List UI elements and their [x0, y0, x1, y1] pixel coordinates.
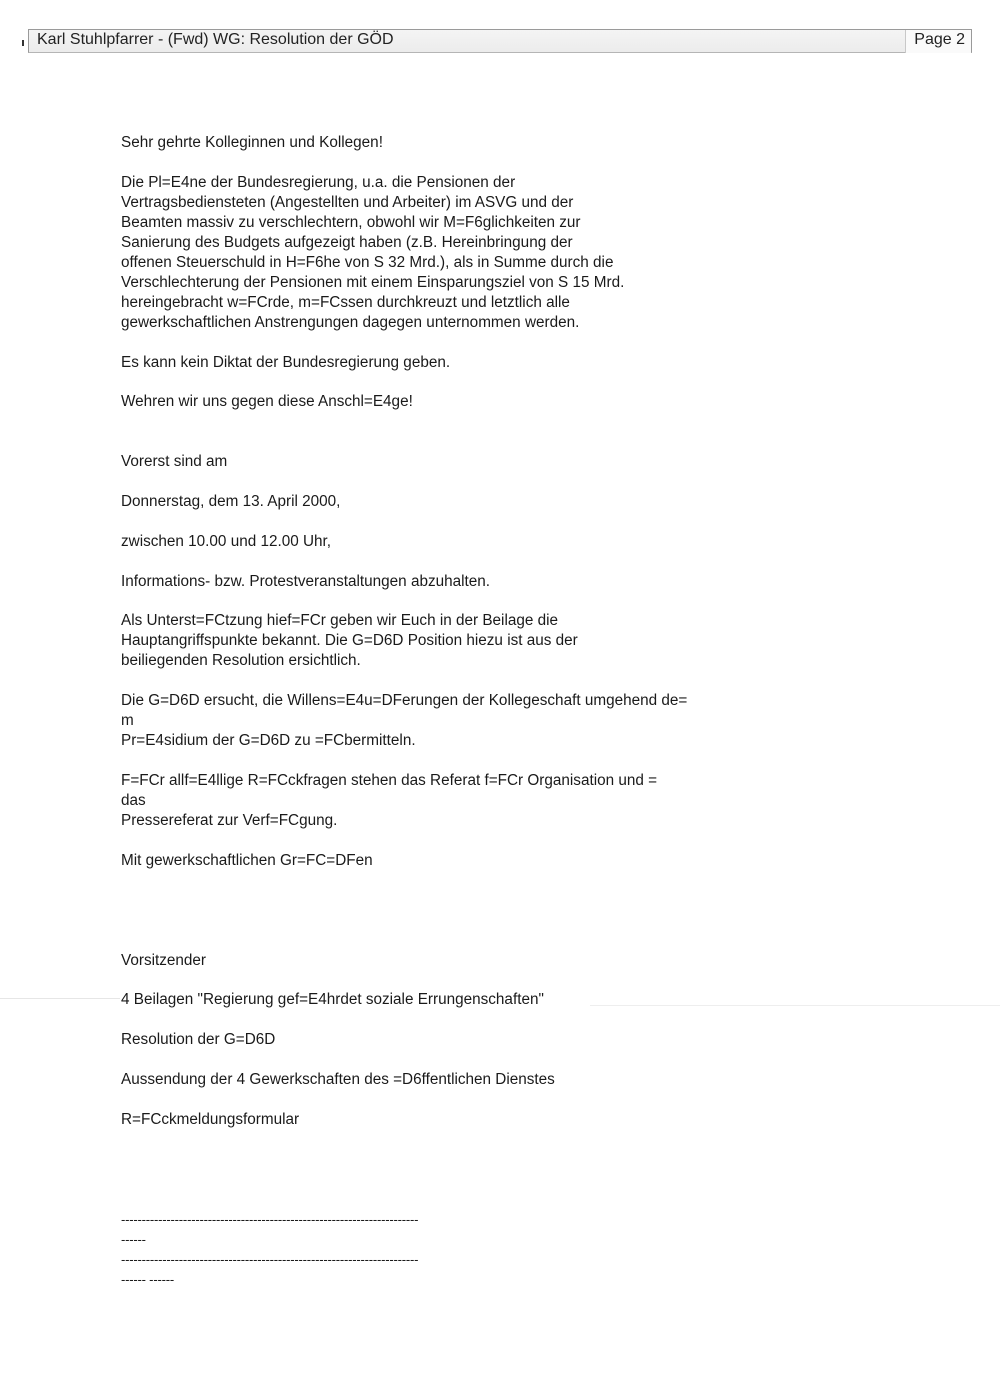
attachment-item: R=FCckmeldungsformular: [121, 1110, 300, 1128]
email-body: [121, 133, 761, 1290]
paragraph-vorerst: Vorerst sind am: [121, 453, 228, 471]
closing: Mit gewerkschaftlichen Gr=FC=DFen: [121, 851, 373, 869]
signature: Vorsitzender: [121, 951, 207, 969]
paragraph-events: Informations- bzw. Protestveranstaltungen abzuhalten.: [121, 572, 491, 590]
spacer: [121, 432, 761, 452]
scan-mark: [22, 40, 24, 46]
event-date: Donnerstag, dem 13. April 2000,: [121, 492, 341, 510]
paragraph-contacts: F=FCr allf=E4llige R=FCckfragen stehen das Referat f=FCr Organisation und = das Pressereferat zur Verf=FCgung.: [121, 771, 658, 829]
event-time: zwischen 10.00 und 12.00 Uhr,: [121, 532, 332, 550]
scan-artifact-line: [0, 998, 120, 999]
header-title: Karl Stuhlpfarrer - (Fwd) WG: Resolution der GÖD: [37, 31, 394, 48]
paragraph-call-to-action: Wehren wir uns gegen diese Anschl=E4ge!: [121, 393, 413, 411]
separator-line: ------------------------------------------------------------------------: [121, 1251, 419, 1267]
separator-line: ------: [121, 1231, 146, 1247]
document-header: [28, 29, 972, 53]
page-number: Page 2: [905, 30, 971, 53]
paragraph-no-dictate: Es kann kein Diktat der Bundesregierung geben.: [121, 353, 451, 371]
attachment-item: Resolution der G=D6D: [121, 1031, 276, 1049]
paragraph-intro: Die Pl=E4ne der Bundesregierung, u.a. die Pensionen der Vertragsbediensteten (Angestellten und Arbeiter) im ASVG und der Beamten massiv zu verschlechtern, obwohl wir M=F6glichkeiten zur Sanierung des Budgets aufgezeigt haben (z.B. Hereinbringung der offenen Steuerschuld in H=F6he von S 32 Mrd.), als in Summe durch die Verschlechterung der Pensionen mit einem Einsparungsziel von S 15 Mrd. hereingebracht w=FCrde, m=FCssen durchkreuzt und letztlich alle gewerkschaftlichen Anstrengungen dagegen unternommen werden.: [121, 173, 625, 331]
attachment-item: Aussendung der 4 Gewerkschaften des =D6ffentlichen Dienstes: [121, 1070, 555, 1088]
attachment-item: 4 Beilagen "Regierung gef=E4hrdet soziale Errungenschaften": [121, 991, 544, 1009]
separator-line: ------------------------------------------------------------------------: [121, 1211, 419, 1227]
paragraph-support: Als Unterst=FCtzung hief=FCr geben wir Euch in der Beilage die Hauptangriffspunkte bekannt. Die G=D6D Position hiezu ist aus der beiliegenden Resolution ersichtlich.: [121, 612, 578, 670]
greeting: Sehr gehrte Kolleginnen und Kollegen!: [121, 134, 383, 151]
separator-line: ------ ------: [121, 1271, 174, 1287]
paragraph-request: Die G=D6D ersucht, die Willens=E4u=DFerungen der Kollegeschaft umgehend de= m Pr=E4sidium der G=D6D zu =FCbermitteln.: [121, 692, 688, 750]
spacer: [121, 891, 761, 951]
spacer: [121, 1150, 761, 1210]
